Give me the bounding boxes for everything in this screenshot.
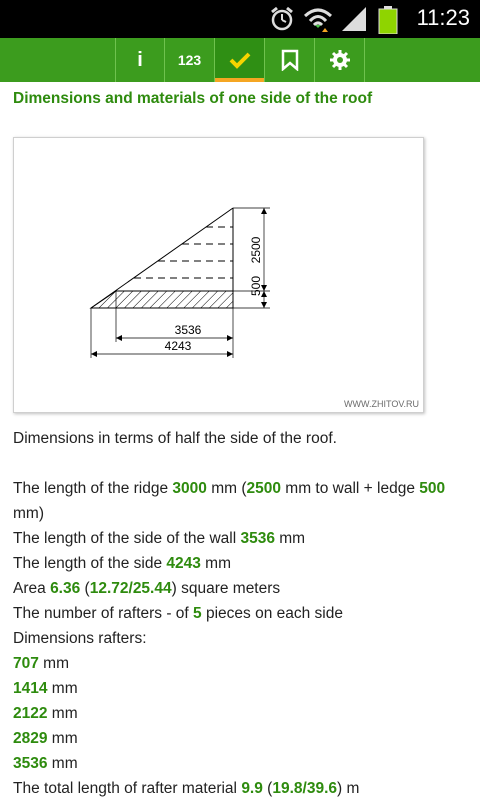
- wifi-icon: [303, 6, 333, 32]
- total-rafter-length: The total length of rafter material 9.9 (19.8/39.6) m: [13, 776, 359, 801]
- rafter-item: 2122 mm: [13, 701, 78, 726]
- roof-diagram-drawing: [14, 138, 423, 412]
- watermark: WWW.ZHITOV.RU: [344, 399, 419, 409]
- area: Area 6.36 (12.72/25.44) square meters: [13, 576, 280, 601]
- rafter-item: 3536 mm: [13, 751, 78, 776]
- alarm-icon: [270, 6, 294, 32]
- bookmark-button[interactable]: [265, 38, 315, 82]
- side-length: The length of the side 4243 mm: [13, 551, 231, 576]
- rafter-item: 2829 mm: [13, 726, 78, 751]
- rafters-heading: Dimensions rafters:: [13, 626, 147, 651]
- wall-side-length: The length of the side of the wall 3536 mm: [13, 526, 305, 551]
- dim-2500: 2500: [249, 236, 263, 263]
- roof-diagram: [13, 137, 424, 413]
- settings-button[interactable]: [315, 38, 365, 82]
- signal-icon: [340, 6, 370, 32]
- clock: 11:23: [417, 5, 470, 31]
- intro-text: Dimensions in terms of half the side of the roof.: [13, 426, 337, 451]
- rafter-item: 1414 mm: [13, 676, 78, 701]
- numbers-button[interactable]: [165, 38, 215, 82]
- rafters-count: The number of rafters - of 5 pieces on each side: [13, 601, 343, 626]
- dim-500: 500: [249, 276, 263, 296]
- page-title: Dimensions and materials of one side of the roof: [13, 90, 372, 108]
- checkmark-icon: [229, 51, 251, 69]
- bookmark-icon: [281, 49, 299, 71]
- info-icon: i: [137, 49, 143, 72]
- ridge-length: The length of the ridge 3000 mm (2500 mm to wall + ledge 500 mm): [13, 476, 468, 526]
- rafter-item: 707 mm: [13, 651, 69, 676]
- numbers-label: 123: [178, 52, 201, 68]
- content-area[interactable]: [0, 82, 480, 800]
- dim-3536: 3536: [175, 323, 202, 337]
- toolbar: [0, 38, 480, 82]
- status-bar: [0, 0, 480, 38]
- dim-4243: 4243: [165, 339, 192, 353]
- gear-icon: [329, 49, 351, 71]
- check-button[interactable]: [215, 38, 265, 82]
- battery-icon: [378, 6, 398, 34]
- info-button[interactable]: [115, 38, 165, 82]
